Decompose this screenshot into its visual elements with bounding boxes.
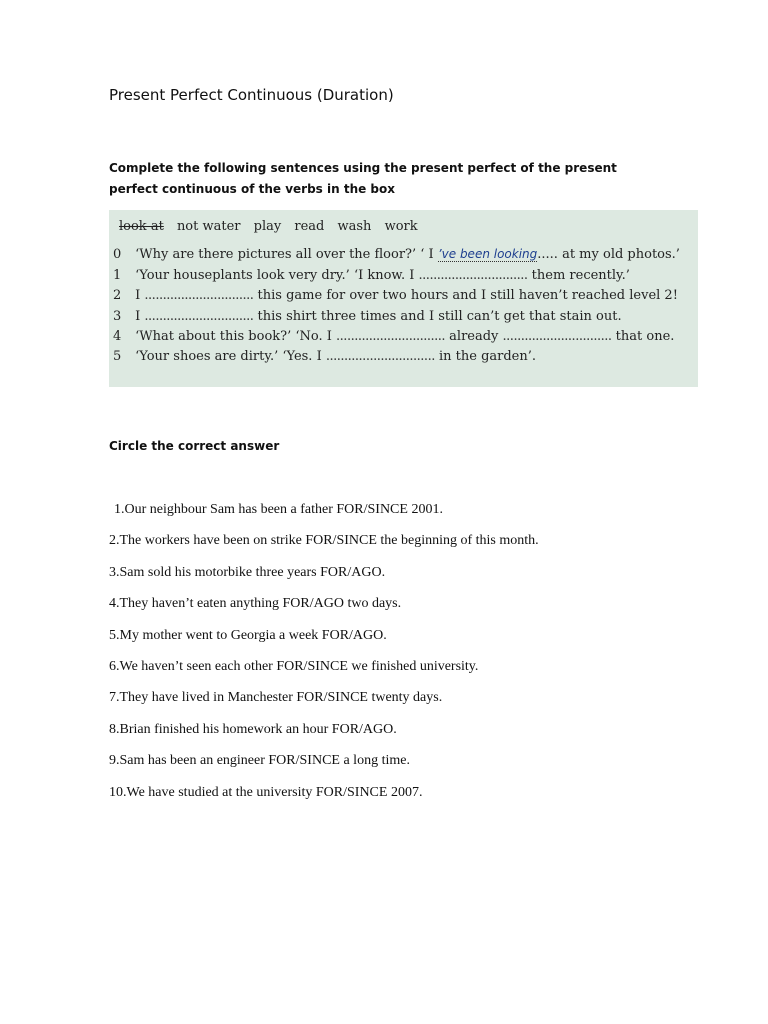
row-number: 1 bbox=[113, 268, 122, 283]
word-play: play bbox=[253, 219, 282, 234]
word-not-water: not water bbox=[176, 219, 241, 234]
word-work: work bbox=[384, 219, 418, 234]
word-look-at: look at bbox=[119, 219, 164, 234]
exercise-row-0 bbox=[113, 247, 680, 262]
row-text: in the garden’. bbox=[438, 349, 537, 364]
question-list bbox=[109, 501, 539, 815]
row-text: already bbox=[449, 329, 499, 344]
word-box bbox=[119, 219, 427, 234]
question-item: 2.The workers have been on strike FOR/SINCE the beginning of this month. bbox=[109, 533, 539, 549]
question-item: 9.Sam has been an engineer FOR/SINCE a long time. bbox=[109, 753, 410, 769]
exercise-row-5 bbox=[113, 349, 536, 364]
question-item: 1.Our neighbour Sam has been a father FOR/SINCE 2001. bbox=[114, 502, 443, 517]
question-item: 8.Brian finished his homework an hour FOR/AGO. bbox=[109, 721, 397, 737]
exercise-row-3 bbox=[113, 309, 622, 324]
row-number: 5 bbox=[113, 349, 122, 364]
row-number: 4 bbox=[113, 329, 122, 344]
question-item: 3.Sam sold his motorbike three years FOR/AGO. bbox=[109, 564, 386, 580]
handwritten-answer: ’ve been looking bbox=[437, 247, 538, 261]
question-item: 10.We have studied at the university FOR/SINCE 2007. bbox=[109, 784, 423, 800]
row-text: ‘Your shoes are dirty.’ ‘Yes. I bbox=[135, 349, 322, 364]
row-number: 2 bbox=[113, 288, 122, 303]
row-text: ..... at my old photos.’ bbox=[537, 247, 680, 262]
question-item: 6.We haven’t seen each other FOR/SINCE we finished university. bbox=[109, 658, 479, 674]
row-text: them recently.’ bbox=[531, 268, 630, 283]
row-text: ‘Why are there pictures all over the floor?’ ‘ I bbox=[135, 247, 434, 262]
row-number: 0 bbox=[113, 247, 122, 262]
answer-blank[interactable]: .............................. bbox=[325, 349, 435, 364]
row-text: I bbox=[135, 288, 141, 303]
exercise-box bbox=[109, 210, 698, 387]
question-item: 5.My mother went to Georgia a week FOR/AGO. bbox=[109, 627, 387, 643]
row-text: ‘Your houseplants look very dry.’ ‘I know. I bbox=[135, 268, 415, 283]
word-read: read bbox=[294, 219, 325, 234]
answer-blank[interactable]: .............................. bbox=[144, 288, 254, 303]
instructions: Complete the following sentences using the present perfect of the present perfect continuous of the verbs in the box bbox=[109, 161, 617, 196]
answer-blank[interactable]: .............................. bbox=[144, 309, 254, 324]
row-number: 3 bbox=[113, 309, 122, 324]
row-text: that one. bbox=[615, 329, 675, 344]
answer-blank[interactable]: .............................. bbox=[418, 268, 528, 283]
question-item: 4.They haven’t eaten anything FOR/AGO two days. bbox=[109, 596, 402, 612]
answer-blank[interactable]: .............................. bbox=[336, 329, 446, 344]
row-text: I bbox=[135, 309, 141, 324]
exercise-row-2 bbox=[113, 288, 678, 303]
section-heading: Circle the correct answer bbox=[109, 439, 280, 453]
word-wash: wash bbox=[337, 219, 372, 234]
exercise-row-4 bbox=[113, 329, 674, 344]
row-text: this game for over two hours and I still haven’t reached level 2! bbox=[257, 288, 678, 303]
answer-blank[interactable]: .............................. bbox=[502, 329, 612, 344]
row-text: ‘What about this book?’ ‘No. I bbox=[135, 329, 332, 344]
exercise-row-1 bbox=[113, 268, 630, 283]
row-text: this shirt three times and I still can’t get that stain out. bbox=[257, 309, 622, 324]
page-title: Present Perfect Continuous (Duration) bbox=[109, 86, 394, 104]
question-item: 7.They have lived in Manchester FOR/SINCE twenty days. bbox=[109, 690, 443, 706]
